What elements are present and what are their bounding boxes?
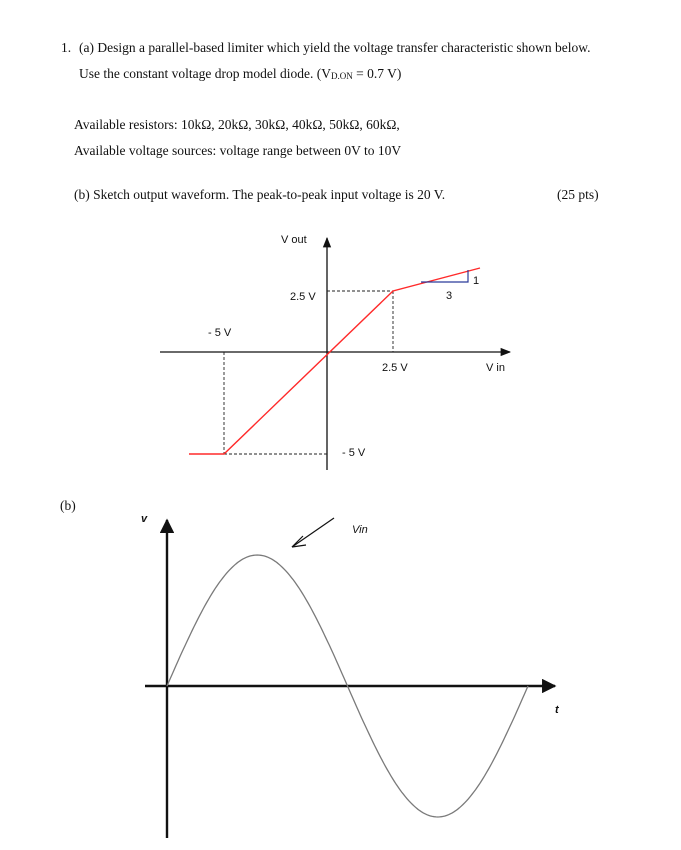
part-b-line: (b) Sketch output waveform. The peak-to-peak input voltage is 20 V.: [74, 187, 446, 202]
part-b-section-label: (b): [60, 498, 76, 513]
vtc-x-pos-tick: 2.5 V: [382, 362, 408, 374]
wave-vin-label: Vin: [352, 524, 368, 536]
vtc-slope-run: 3: [446, 290, 453, 302]
vtc-slope-rise: 1: [473, 275, 480, 287]
wave-vin-pointer: [292, 518, 334, 547]
part-a-line2-sub: D.ON: [330, 71, 353, 81]
points-label: (25 pts): [557, 187, 599, 202]
part-a-line2-post: = 0.7 V): [352, 66, 402, 81]
vtc-x-axis-label: V in: [486, 362, 505, 374]
resistors-line: Available resistors: 10kΩ, 20kΩ, 30kΩ, 40kΩ, 50kΩ, 60kΩ,: [74, 117, 400, 132]
vtc-y-axis-label: V out: [281, 234, 307, 246]
wave-y-axis-label: v: [141, 513, 148, 525]
wave-x-axis-label: t: [555, 704, 559, 716]
vtc-x-neg-tick: - 5 V: [208, 327, 232, 339]
part-a-line2-pre: Use the constant voltage drop model diode. (V: [79, 66, 331, 81]
part-a-line1: (a) Design a parallel-based limiter which yield the voltage transfer characteristic shown below.: [79, 40, 591, 55]
vtc-y-neg-tick: - 5 V: [342, 447, 366, 459]
problem-number: 1.: [61, 40, 72, 55]
vtc-y-pos-tick: 2.5 V: [290, 291, 316, 303]
sources-line: Available voltage sources: voltage range between 0V to 10V: [74, 143, 402, 158]
